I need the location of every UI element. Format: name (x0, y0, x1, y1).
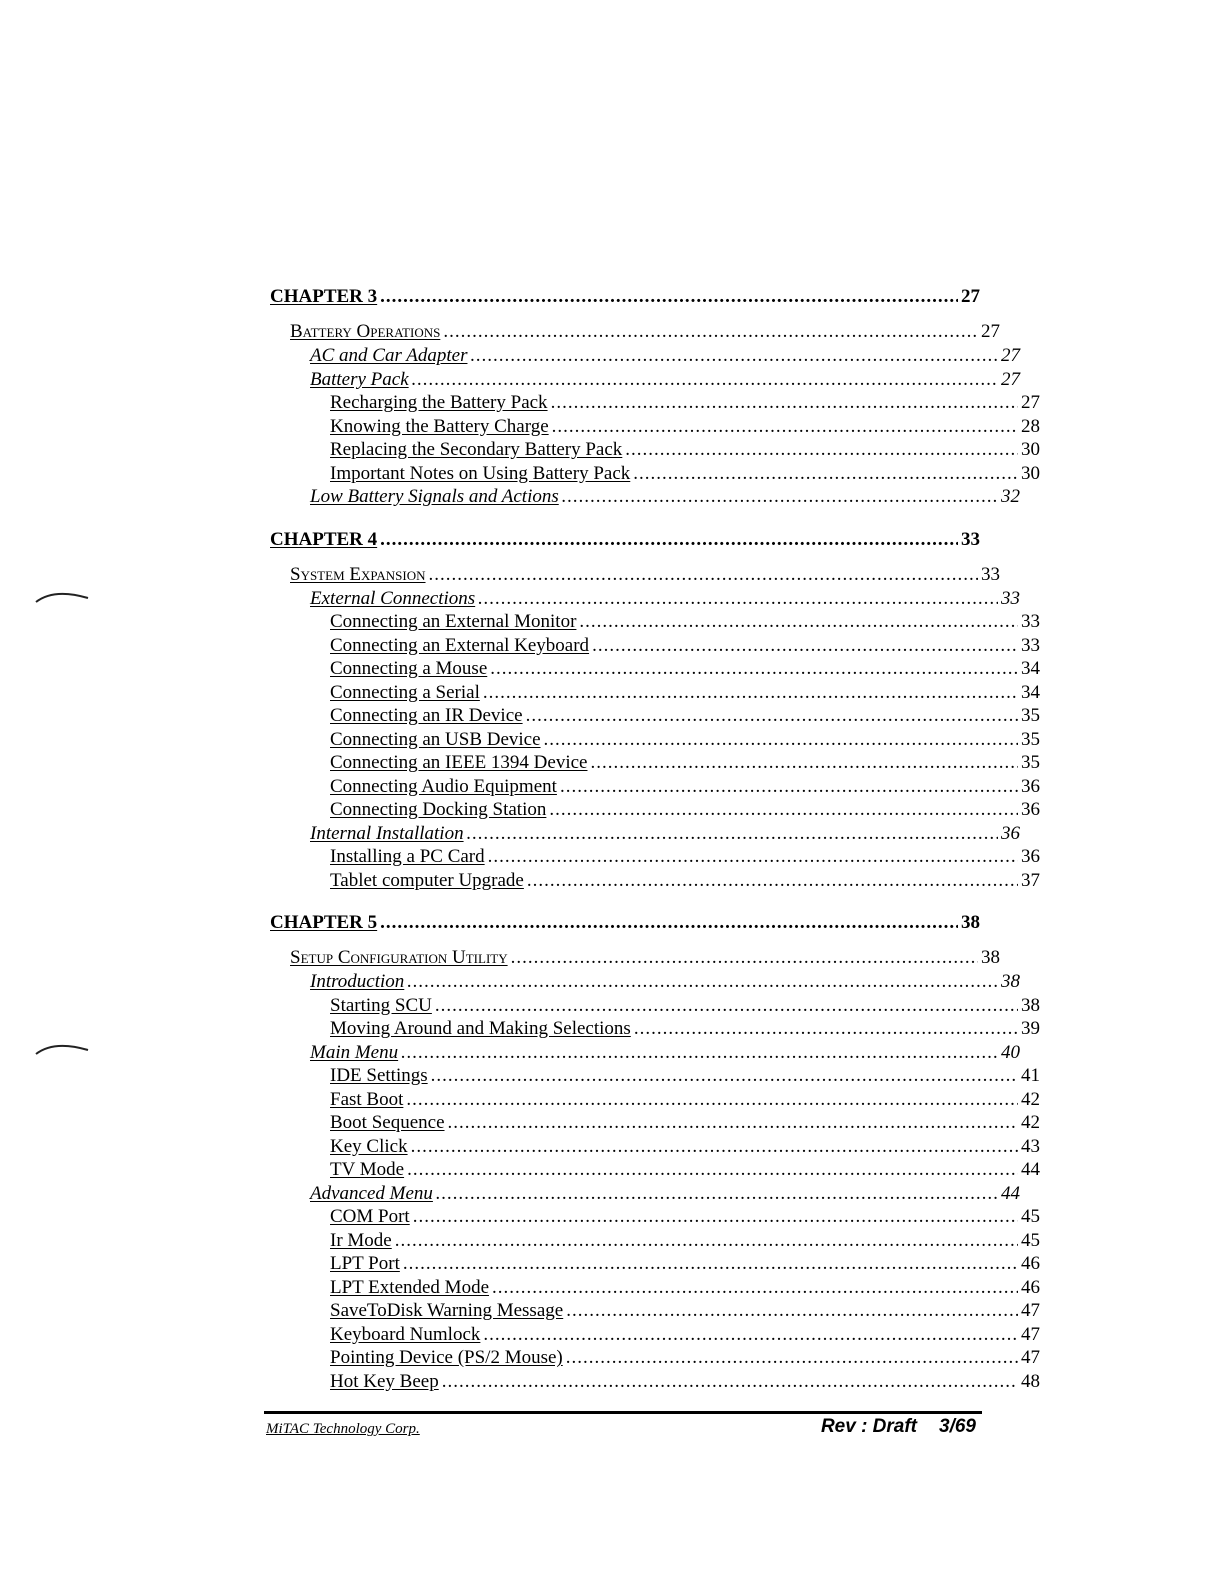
binder-hole-mark (32, 586, 90, 606)
toc-leader-dots (490, 657, 1018, 681)
toc-leader-dots (625, 438, 1018, 462)
toc-entry-title: Main Menu (310, 1041, 399, 1063)
toc-leader-dots (527, 869, 1018, 893)
toc-entry-page: 43 (1021, 1135, 1040, 1157)
toc-entry-title: CHAPTER 4 (270, 528, 378, 550)
toc-entry-title: Connecting Docking Station (330, 799, 547, 820)
toc-entry-title: Connecting an External Monitor (330, 611, 577, 632)
toc-entry-page: 40 (1001, 1041, 1020, 1063)
toc-entry-title: Internal Installation (310, 822, 464, 844)
toc-entry-page: 35 (1021, 705, 1040, 726)
toc-entry-item[interactable] (270, 1064, 1040, 1088)
toc-leader-dots (380, 280, 958, 314)
toc-leader-dots (511, 946, 978, 970)
toc-leader-dots (492, 1276, 1018, 1300)
toc-entry-page: 46 (1021, 1276, 1040, 1298)
toc-entry-title: Replacing the Secondary Battery Pack (330, 439, 623, 460)
toc-leader-dots (560, 775, 1018, 799)
toc-entry-page: 41 (1021, 1065, 1040, 1086)
toc-entry-title: Connecting an USB Device (330, 728, 541, 750)
toc-entry-title: Key Click (330, 1135, 408, 1157)
toc-entry-item[interactable] (270, 391, 1040, 415)
footer-revision: Rev : Draft (820, 1416, 918, 1437)
toc-entry-page: 47 (1021, 1323, 1040, 1345)
toc-leader-dots (634, 1017, 1018, 1041)
toc-leader-dots (549, 798, 1018, 822)
toc-entry-item[interactable] (270, 1252, 1040, 1276)
toc-entry-item[interactable] (270, 798, 1040, 822)
toc-entry-item[interactable] (270, 462, 1040, 486)
toc-leader-dots (395, 1229, 1018, 1253)
toc-entry-page: 44 (1001, 1182, 1020, 1204)
toc-leader-dots (562, 485, 998, 509)
toc-entry-title: Pointing Device (PS/2 Mouse) (330, 1347, 563, 1368)
toc-entry-page: 32 (1001, 486, 1020, 507)
toc-leader-dots (566, 1299, 1018, 1323)
toc-entry-title: Battery Operations (290, 321, 441, 342)
toc-entry-item[interactable] (270, 994, 1040, 1018)
toc-leader-dots (579, 610, 1018, 634)
toc-entry-page: 30 (1021, 462, 1040, 484)
toc-entry-item[interactable] (270, 1229, 1040, 1253)
toc-entry-title: Connecting a Mouse (330, 658, 488, 679)
toc-entry-item[interactable] (270, 728, 1040, 752)
footer-divider (264, 1411, 982, 1414)
toc-leader-dots (411, 1135, 1018, 1159)
toc-entry-page: 33 (981, 563, 1000, 585)
toc-entry-title: Moving Around and Making Selections (330, 1018, 631, 1039)
toc-entry-title: Setup Configuration Utility (290, 947, 508, 968)
toc-entry-page: 38 (961, 912, 980, 933)
toc-entry-section[interactable] (270, 563, 1000, 587)
toc-entry-sub[interactable] (270, 1182, 1020, 1206)
toc-leader-dots (435, 994, 1018, 1018)
table-of-contents (270, 280, 1040, 1393)
toc-leader-dots (443, 320, 978, 344)
toc-entry-item[interactable] (270, 1205, 1040, 1229)
toc-entry-item[interactable] (270, 1111, 1040, 1135)
toc-leader-dots (551, 391, 1018, 415)
toc-leader-dots (429, 563, 978, 587)
binder-hole-mark (32, 1038, 90, 1058)
footer-page-number: 3/69 (939, 1416, 976, 1437)
toc-entry-title: Connecting an IR Device (330, 705, 523, 726)
toc-leader-dots (544, 728, 1018, 752)
toc-entry-page: 27 (981, 321, 1000, 342)
toc-leader-dots (436, 1182, 998, 1206)
toc-leader-dots (413, 1205, 1018, 1229)
toc-entry-sub[interactable] (270, 485, 1020, 509)
toc-entry-page: 42 (1021, 1088, 1040, 1110)
toc-leader-dots (442, 1370, 1018, 1394)
toc-entry-item[interactable] (270, 1158, 1040, 1182)
toc-leader-dots (633, 462, 1018, 486)
toc-entry-page: 37 (1021, 869, 1040, 891)
toc-entry-page: 35 (1021, 728, 1040, 750)
toc-entry-page: 47 (1021, 1347, 1040, 1368)
toc-entry-title: TV Mode (330, 1159, 405, 1180)
toc-entry-page: 45 (1021, 1229, 1040, 1251)
toc-entry-title: Recharging the Battery Pack (330, 392, 548, 413)
toc-entry-page: 38 (1001, 971, 1020, 992)
toc-entry-page: 27 (1001, 368, 1020, 390)
toc-entry-section[interactable] (270, 946, 1000, 970)
toc-entry-item[interactable] (270, 704, 1040, 728)
toc-entry-title: CHAPTER 5 (270, 912, 378, 933)
toc-entry-title: Installing a PC Card (330, 846, 485, 867)
toc-entry-title: COM Port (330, 1206, 410, 1227)
toc-entry-item[interactable] (270, 1370, 1040, 1394)
toc-entry-chapter[interactable] (270, 280, 980, 314)
toc-leader-dots (380, 523, 958, 557)
toc-entry-item[interactable] (270, 775, 1040, 799)
toc-leader-dots (470, 344, 998, 368)
toc-entry-title: LPT Extended Mode (330, 1276, 490, 1298)
toc-leader-dots (592, 634, 1018, 658)
toc-entry-item[interactable] (270, 1088, 1040, 1112)
toc-leader-dots (526, 704, 1018, 728)
toc-leader-dots (406, 1088, 1018, 1112)
toc-entry-page: 35 (1021, 752, 1040, 773)
toc-entry-title: Knowing the Battery Charge (330, 415, 549, 437)
toc-entry-page: 33 (1021, 611, 1040, 632)
toc-entry-sub[interactable] (270, 822, 1020, 846)
toc-entry-page: 27 (1021, 392, 1040, 413)
toc-entry-item[interactable] (270, 1017, 1040, 1041)
toc-entry-page: 36 (1001, 822, 1020, 844)
toc-entry-title: Hot Key Beep (330, 1370, 439, 1392)
toc-entry-page: 48 (1021, 1370, 1040, 1392)
toc-entry-title: LPT Port (330, 1253, 400, 1274)
toc-leader-dots (401, 1041, 998, 1065)
toc-entry-section[interactable] (270, 320, 1000, 344)
toc-entry-title: IDE Settings (330, 1065, 428, 1086)
toc-entry-item[interactable] (270, 1323, 1040, 1347)
toc-leader-dots (448, 1111, 1018, 1135)
toc-entry-item[interactable] (270, 1346, 1040, 1370)
toc-entry-title: Connecting an IEEE 1394 Device (330, 752, 588, 773)
toc-leader-dots (412, 368, 998, 392)
toc-entry-sub[interactable] (270, 1041, 1020, 1065)
toc-entry-page: 47 (1021, 1300, 1040, 1321)
toc-entry-chapter[interactable] (270, 906, 980, 940)
toc-entry-page: 33 (1001, 587, 1020, 609)
toc-entry-page: 28 (1021, 415, 1040, 437)
toc-leader-dots (483, 1323, 1018, 1347)
toc-entry-title: Low Battery Signals and Actions (310, 486, 559, 507)
toc-leader-dots (380, 906, 958, 940)
toc-entry-item[interactable] (270, 415, 1040, 439)
toc-leader-dots (488, 845, 1018, 869)
toc-entry-title: Connecting Audio Equipment (330, 775, 557, 797)
toc-entry-title: Connecting an External Keyboard (330, 634, 590, 656)
toc-entry-sub[interactable] (270, 587, 1020, 611)
toc-entry-page: 38 (981, 947, 1000, 968)
toc-leader-dots (478, 587, 998, 611)
toc-entry-sub[interactable] (270, 970, 1020, 994)
toc-entry-title: Connecting a Serial (330, 681, 480, 703)
toc-entry-title: System Expansion (290, 563, 426, 585)
footer-company: MiTAC Technology Corp. (266, 1421, 420, 1437)
toc-entry-page: 34 (1021, 658, 1040, 679)
toc-entry-page: 36 (1021, 846, 1040, 867)
toc-entry-title: Battery Pack (310, 368, 409, 390)
toc-entry-item[interactable] (270, 681, 1040, 705)
toc-entry-page: 44 (1021, 1159, 1040, 1180)
toc-entry-title: SaveToDisk Warning Message (330, 1300, 564, 1321)
toc-entry-item[interactable] (270, 1299, 1040, 1323)
toc-entry-title: Starting SCU (330, 994, 432, 1016)
toc-entry-item[interactable] (270, 610, 1040, 634)
toc-entry-item[interactable] (270, 657, 1040, 681)
toc-leader-dots (566, 1346, 1018, 1370)
toc-entry-title: AC and Car Adapter (310, 345, 468, 366)
toc-entry-page: 38 (1021, 994, 1040, 1016)
toc-entry-page: 42 (1021, 1112, 1040, 1133)
footer-revision-block (821, 1416, 976, 1438)
toc-entry-page: 39 (1021, 1018, 1040, 1039)
toc-entry-page: 27 (1001, 345, 1020, 366)
toc-entry-title: CHAPTER 3 (270, 286, 378, 307)
toc-entry-item[interactable] (270, 751, 1040, 775)
toc-entry-title: Boot Sequence (330, 1112, 445, 1133)
toc-leader-dots (407, 1158, 1018, 1182)
toc-entry-page: 45 (1021, 1206, 1040, 1227)
toc-leader-dots (407, 970, 998, 994)
toc-leader-dots (403, 1252, 1018, 1276)
toc-entry-item[interactable] (270, 634, 1040, 658)
toc-entry-title: Important Notes on Using Battery Pack (330, 462, 631, 484)
toc-leader-dots (431, 1064, 1018, 1088)
toc-entry-title: Keyboard Numlock (330, 1323, 481, 1345)
toc-entry-item[interactable] (270, 1135, 1040, 1159)
toc-entry-title: Fast Boot (330, 1088, 404, 1110)
toc-leader-dots (552, 415, 1018, 439)
toc-entry-title: External Connections (310, 587, 476, 609)
toc-entry-title: Advanced Menu (310, 1182, 433, 1204)
toc-leader-dots (483, 681, 1018, 705)
toc-entry-title: Ir Mode (330, 1229, 392, 1251)
toc-entry-title: Tablet computer Upgrade (330, 869, 524, 891)
toc-entry-chapter[interactable] (270, 523, 980, 557)
toc-entry-page: 33 (1021, 634, 1040, 656)
toc-entry-page: 27 (961, 286, 980, 307)
toc-entry-title: Introduction (310, 971, 405, 992)
toc-entry-sub[interactable] (270, 344, 1020, 368)
toc-entry-page: 33 (961, 528, 980, 550)
toc-entry-page: 46 (1021, 1253, 1040, 1274)
toc-entry-item[interactable] (270, 1276, 1040, 1300)
toc-entry-item[interactable] (270, 438, 1040, 462)
toc-entry-page: 36 (1021, 799, 1040, 820)
toc-entry-sub[interactable] (270, 368, 1020, 392)
toc-entry-page: 30 (1021, 439, 1040, 460)
toc-leader-dots (467, 822, 998, 846)
toc-entry-page: 36 (1021, 775, 1040, 797)
toc-entry-page: 34 (1021, 681, 1040, 703)
toc-entry-item[interactable] (270, 845, 1040, 869)
toc-entry-item[interactable] (270, 869, 1040, 893)
toc-leader-dots (590, 751, 1018, 775)
